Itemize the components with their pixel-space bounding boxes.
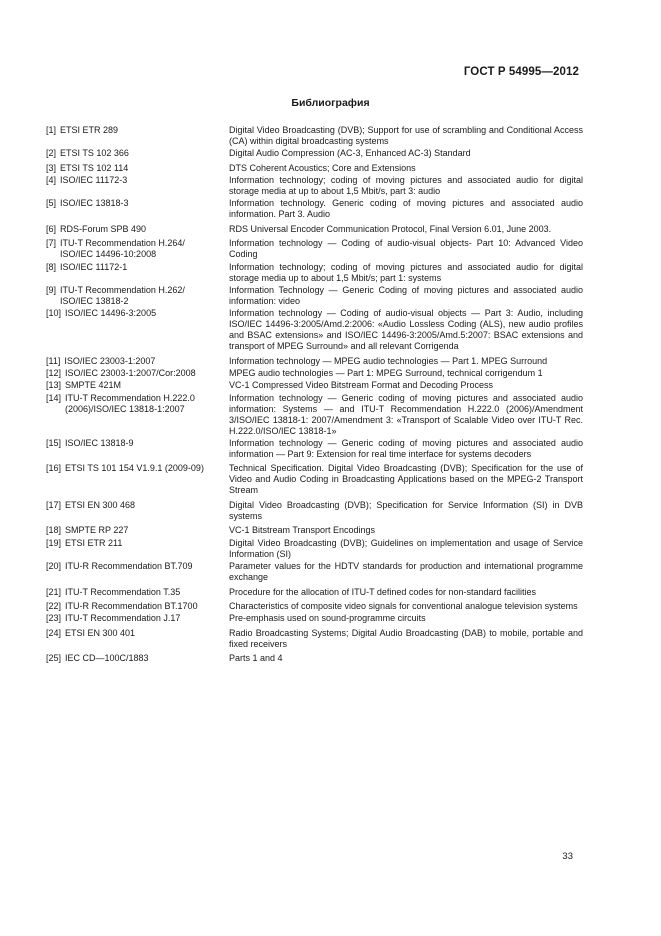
entry-number: [21] [46,586,62,597]
entry-description: Digital Video Broadcasting (DVB); Guidelines on implementation and usage of Service Information (SI) [229,537,583,559]
entry-description: VC-1 Bitstream Transport Encodings [229,525,376,536]
entry-reference-column [46,308,229,352]
entry-description: Parts 1 and 4 [229,653,283,664]
bibliography-entry [46,285,583,307]
entry-reference: ISO/IEC 23003-1:2007 [64,355,156,366]
entry-reference-column [46,653,229,664]
bibliography-entry [46,238,583,260]
entry-reference-column [46,238,229,260]
entry-description: Information technology — Generic coding of moving pictures and associated audio information — Part 9: Extension for real time interface for systems decoders [229,437,583,459]
entry-number: [6] [46,223,57,234]
entry-description: Radio Broadcasting Systems; Digital Audio Broadcasting (DAB) to mobile, portable and fixed receivers [229,627,583,649]
entry-reference: SMPTE RP 227 [65,525,129,536]
bibliography-entry [46,525,583,536]
entry-reference: ETSI EN 300 401 [65,627,136,638]
entry-reference-column [46,198,229,220]
bibliography-entry [46,163,583,174]
bibliography-entry [46,368,583,379]
entry-description: Information technology; coding of moving pictures and associated audio for digital storage media up to about 1,5 Mbit/s; part 1: systems [229,261,583,283]
bibliography-entry [46,438,583,460]
entry-number: [18] [46,525,62,536]
entry-number: [15] [46,437,62,448]
entry-reference-column [46,380,229,391]
bibliography-title-text: Библиография [291,97,370,109]
bibliography-entry [46,262,583,284]
entry-reference: ISO/IEC 13818-3 [60,198,129,209]
entry-reference: ITU-R Recommendation BT.1700 [65,601,198,612]
entry-number: [25] [46,653,62,664]
entry-reference-column [46,463,229,496]
entry-number: [11] [46,355,61,366]
entry-description: Information technology. Generic coding of moving pictures and associated audio information. Part 3. Audio [229,198,583,220]
entry-number: [12] [46,368,62,379]
entry-reference: ITU-T Recommendation T.35 [65,586,181,597]
entry-number: [9] [46,284,57,295]
entry-reference: ETSI TS 101 154 V1.9.1 (2009-09) [65,463,204,474]
page-number: 33 [562,851,573,862]
bibliography-entry [46,356,583,367]
entry-number: [14] [46,392,62,403]
document-header: ГОСТ Р 54995—2012 [463,66,579,78]
entry-reference: IEC CD—100C/1883 [65,653,149,664]
bibliography-entry [46,148,583,159]
entry-reference: ETSI ETR 211 [65,537,123,548]
entry-description: Technical Specification. Digital Video Broadcasting (DVB); Specification for the use of Video and Audio Coding in Broadcasting Applications based on the MPEG-2 Transport Stream [229,463,583,496]
entry-description: Information technology — MPEG audio technologies — Part 1. MPEG Surround [229,355,548,366]
entry-description: Information technology — Generic coding of moving pictures and associated audio information: Systems — and ITU-T Recommendation H.222.0 (2006)/Amendment 3/ISO/IEC 13818-1: 2007/Amendment 3: «Transport of Scalable Video over ITU-T Rec. H.222.0/ISO/IEC 13818-1» [229,392,583,436]
entry-number: [3] [46,162,57,173]
entry-number: [10] [46,308,62,319]
entry-reference-column [46,175,229,197]
entry-number: [24] [46,627,62,638]
entry-reference-column [46,601,229,612]
entry-reference: ETSI TS 102 366 [60,148,129,159]
entry-reference-column [46,525,229,536]
entry-description: Digital Video Broadcasting (DVB); Specification for Service Information (SI) in DVB systems [229,499,583,521]
entry-number: [7] [46,238,57,249]
entry-reference: ETSI TS 102 114 [60,162,129,173]
entry-description: Information technology — Coding of audio-visual objects — Part 3: Audio, including ISO/IEC 14496-3:2005/Amd.2:2006: «Audio Lossless Coding (ALS), new audio profiles and BSAC extensions» and ISO/IEC 14496-3:2005/Amd.5:2007: BSAC extensions and transport of MPEG Surround» and all relevant Corrigenda [229,308,583,352]
entry-description: DTS Coherent Acoustics; Core and Extensions [229,162,416,173]
bibliography-title [0,97,661,109]
entry-reference-column [46,356,229,367]
entry-number: [8] [46,261,57,272]
entry-reference: ISO/IEC 23003-1:2007/Cor:2008 [65,368,196,379]
entry-reference: ITU-T Recommendation H.264/ ISO/IEC 14496-10:2008 [60,238,185,260]
entry-number: [20] [46,561,62,572]
entry-reference: ITU-R Recommendation BT.709 [65,561,193,572]
entry-number: [2] [46,148,57,159]
entry-number: [13] [46,380,62,391]
entry-reference: SMPTE 421M [65,380,122,391]
entry-description: Information Technology — Generic Coding of moving pictures and associated audio information: video [229,284,583,306]
entry-reference-column [46,163,229,174]
bibliography-entry [46,500,583,522]
entry-reference: ITU-T Recommendation J.17 [65,613,181,624]
entry-description: Characteristics of composite video signals for conventional analogue television systems [229,601,578,612]
entry-reference-column [46,368,229,379]
entry-number: [16] [46,463,62,474]
entry-reference-column [46,500,229,522]
entry-reference-column [46,393,229,437]
entry-reference-column [46,613,229,624]
entry-reference: ISO/IEC 11172-3 [60,175,128,186]
entry-number: [23] [46,613,62,624]
entry-number: [5] [46,198,57,209]
entry-description: MPEG audio technologies — Part 1: MPEG Surround, technical corrigendum 1 [229,368,543,379]
bibliography-entry [46,653,583,664]
entry-reference-column [46,587,229,598]
entry-reference: ISO/IEC 11172-1 [60,261,128,272]
entry-description: RDS Universal Encoder Communication Protocol, Final Version 6.01, June 2003. [229,223,552,234]
entry-reference: RDS-Forum SPB 490 [60,223,147,234]
entry-reference: ETSI EN 300 468 [65,499,136,510]
bibliography-entry [46,538,583,560]
entry-number: [19] [46,537,62,548]
entry-description: Information technology; coding of moving pictures and associated audio for digital storage media at up to about 1,5 Mbit/s, part 3: audio [229,175,583,197]
entry-reference: ITU-T Recommendation H.222.0 (2006)/ISO/IEC 13818-1:2007 [65,392,195,414]
entry-reference-column [46,628,229,650]
entry-reference-column [46,262,229,284]
entry-reference-column [46,538,229,560]
entry-reference-column [46,125,229,147]
entry-description: Digital Audio Compression (AC-3, Enhanced AC-3) Standard [229,148,471,159]
entry-description: Digital Video Broadcasting (DVB); Support for use of scrambling and Conditional Access (CA) within digital broadcasting systems [229,125,583,146]
bibliography-entry [46,463,583,496]
entry-reference: ITU-T Recommendation H.262/ ISO/IEC 13818-2 [60,284,185,306]
entry-number: [4] [46,175,57,186]
bibliography-entry [46,628,583,650]
bibliography-list [46,125,583,668]
bibliography-entry [46,380,583,391]
entry-reference-column [46,224,229,235]
bibliography-entry [46,601,583,612]
entry-reference-column [46,438,229,460]
bibliography-entry [46,308,583,352]
entry-reference-column [46,148,229,159]
entry-description: Information technology — Coding of audio-visual objects- Part 10: Advanced Video Coding [229,238,583,260]
bibliography-entry [46,198,583,220]
bibliography-entry [46,224,583,235]
entry-number: [1] [46,125,57,135]
entry-number: [22] [46,601,62,612]
entry-reference: ISO/IEC 14496-3:2005 [65,308,157,319]
bibliography-entry [46,561,583,583]
bibliography-entry [46,613,583,624]
entry-number: [17] [46,499,62,510]
bibliography-entry [46,125,583,147]
entry-reference-column [46,285,229,307]
entry-description: Procedure for the allocation of ITU-T defined codes for non-standard facilities [229,586,536,597]
entry-description: VC-1 Compressed Video Bitstream Format and Decoding Process [229,380,493,391]
bibliography-entry [46,175,583,197]
entry-description: Pre-emphasis used on sound-programme circuits [229,613,426,624]
bibliography-entry [46,587,583,598]
entry-description: Parameter values for the HDTV standards for production and international programme exchange [229,561,583,583]
entry-reference: ETSI ETR 289 [60,125,119,135]
entry-reference-column [46,561,229,583]
bibliography-entry [46,393,583,437]
entry-reference: ISO/IEC 13818-9 [65,437,134,448]
